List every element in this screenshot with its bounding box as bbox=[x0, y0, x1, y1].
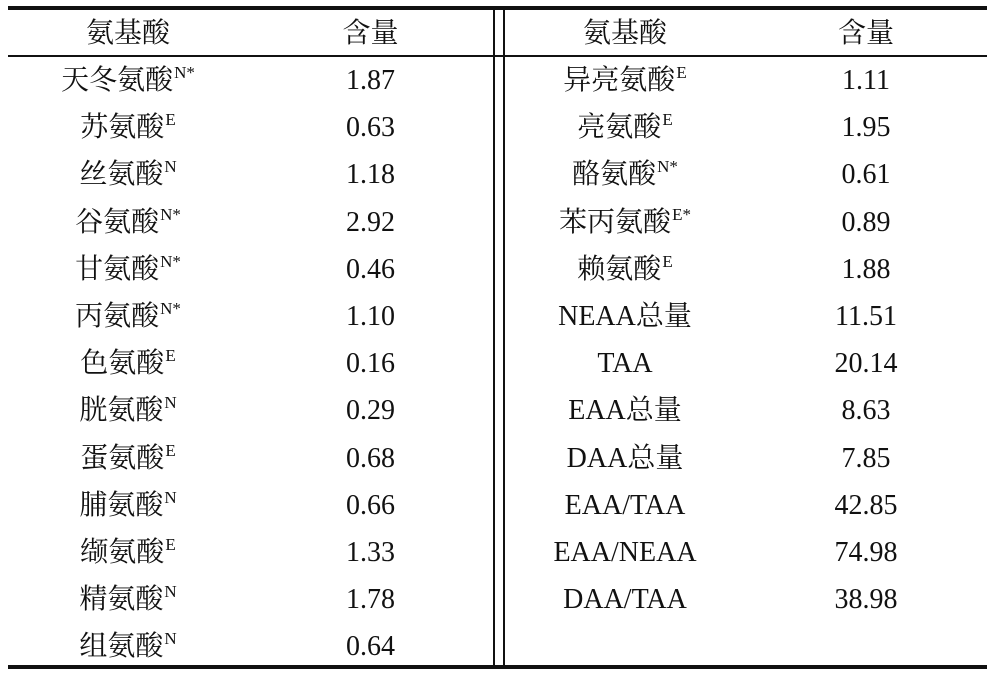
amino-acid-content-value: 0.64 bbox=[346, 631, 395, 663]
amino-acid-mark: N* bbox=[160, 204, 181, 224]
amino-acid-mark: E bbox=[165, 346, 176, 366]
amino-acid-content-value: 0.16 bbox=[346, 348, 395, 380]
amino-acid-content-value: 38.98 bbox=[834, 584, 898, 616]
amino-acid-name-text: NEAA总量 bbox=[558, 301, 692, 332]
amino-acid-mark: N* bbox=[174, 63, 195, 82]
amino-acid-name bbox=[505, 151, 745, 198]
amino-acid-name bbox=[8, 199, 248, 246]
amino-acid-name bbox=[505, 293, 745, 340]
amino-acid-name bbox=[505, 104, 745, 151]
amino-acid-content-value: 20.14 bbox=[834, 348, 898, 380]
amino-acid-content-value: 0.66 bbox=[346, 489, 395, 521]
amino-acid-name-text: 赖氨酸 bbox=[577, 253, 662, 285]
amino-acid-name-text: 组氨酸 bbox=[79, 631, 164, 663]
amino-acid-content-value: 1.33 bbox=[346, 537, 395, 568]
amino-acid-content-value: 1.78 bbox=[346, 584, 395, 616]
amino-acid-content-value: 74.98 bbox=[834, 537, 898, 568]
amino-acid-content-value: 1.87 bbox=[346, 65, 395, 96]
amino-acid-name-text: 亮氨酸 bbox=[577, 112, 662, 144]
amino-acid-name-text: 酪氨酸 bbox=[572, 159, 657, 191]
amino-acid-name bbox=[505, 387, 745, 434]
amino-acid-content-value: 8.63 bbox=[841, 395, 891, 427]
amino-acid-mark: N bbox=[164, 582, 177, 602]
amino-acid-content-value: 1.88 bbox=[841, 253, 891, 285]
amino-acid-name bbox=[8, 246, 248, 293]
header-amino-acid-right: 氨基酸 bbox=[582, 18, 667, 49]
amino-acid-content-value: 0.61 bbox=[841, 159, 891, 191]
amino-acid-name bbox=[505, 529, 745, 576]
amino-acid-name bbox=[505, 340, 745, 387]
amino-acid-name-text: 异亮氨酸 bbox=[563, 65, 676, 96]
amino-acid-name-text: 甘氨酸 bbox=[75, 253, 160, 285]
amino-acid-name-text: TAA bbox=[597, 348, 653, 380]
amino-acid-name bbox=[505, 435, 745, 482]
amino-acid-name-text: 蛋氨酸 bbox=[80, 442, 165, 474]
amino-acid-name-text: DAA总量 bbox=[566, 442, 684, 474]
amino-acid-mark: E* bbox=[672, 204, 691, 224]
amino-acid-mark: E bbox=[165, 110, 176, 130]
amino-acid-name bbox=[8, 435, 248, 482]
amino-acid-name-text: 苏氨酸 bbox=[80, 112, 165, 144]
amino-acid-name bbox=[8, 151, 248, 198]
amino-acid-name-text: 色氨酸 bbox=[80, 348, 165, 380]
amino-acid-name bbox=[8, 529, 248, 576]
amino-acid-name bbox=[505, 246, 745, 293]
amino-acid-name-text: 丝氨酸 bbox=[79, 159, 164, 191]
amino-acid-name-text: 脯氨酸 bbox=[79, 489, 164, 521]
amino-acid-content-value: 42.85 bbox=[834, 489, 898, 521]
amino-acid-mark: N* bbox=[657, 157, 678, 177]
amino-acid-name bbox=[8, 104, 248, 151]
amino-acid-name-text: EAA/NEAA bbox=[553, 537, 697, 568]
amino-acid-content-value: 1.10 bbox=[346, 301, 395, 332]
amino-acid-mark: E bbox=[165, 440, 176, 460]
amino-acid-name bbox=[8, 387, 248, 434]
amino-acid-name bbox=[8, 293, 248, 340]
amino-acid-name-text: 精氨酸 bbox=[79, 584, 164, 616]
amino-acid-mark: N bbox=[164, 393, 177, 413]
amino-acid-content-value: 7.85 bbox=[841, 442, 891, 474]
amino-acid-content-value: 0.89 bbox=[841, 206, 891, 238]
amino-acid-name bbox=[8, 482, 248, 529]
header-content-left: 含量 bbox=[342, 18, 399, 49]
amino-acid-name bbox=[8, 623, 248, 670]
amino-acid-mark: E bbox=[662, 110, 673, 130]
amino-acid-mark: E bbox=[165, 535, 176, 554]
amino-acid-name bbox=[505, 199, 745, 246]
amino-acid-name-text: EAA总量 bbox=[568, 395, 682, 427]
amino-acid-content-value: 2.92 bbox=[346, 206, 395, 238]
amino-acid-mark: N* bbox=[160, 299, 181, 318]
amino-acid-content-value: 11.51 bbox=[835, 301, 897, 332]
amino-acid-content-value: 1.95 bbox=[841, 112, 891, 144]
amino-acid-name bbox=[505, 482, 745, 529]
amino-acid-name-text: 缬氨酸 bbox=[80, 537, 165, 568]
amino-acid-name-text: 谷氨酸 bbox=[75, 206, 160, 238]
amino-acid-content-value: 0.29 bbox=[346, 395, 395, 427]
amino-acid-mark: N* bbox=[160, 251, 181, 271]
header-amino-acid-left: 氨基酸 bbox=[85, 18, 170, 49]
amino-acid-content-value: 0.68 bbox=[346, 442, 395, 474]
amino-acid-content-value: 0.46 bbox=[346, 253, 395, 285]
amino-acid-mark: N bbox=[164, 629, 177, 649]
amino-acid-name bbox=[505, 57, 745, 104]
amino-acid-name bbox=[505, 576, 745, 623]
amino-acid-mark: N bbox=[164, 157, 177, 177]
amino-acid-name-text: 天冬氨酸 bbox=[61, 65, 174, 96]
amino-acid-content-value: 1.11 bbox=[842, 65, 890, 96]
amino-acid-name-text: 丙氨酸 bbox=[75, 301, 160, 332]
amino-acid-name-text: 苯丙氨酸 bbox=[559, 206, 672, 238]
amino-acid-name bbox=[8, 340, 248, 387]
amino-acid-mark: E bbox=[676, 63, 687, 82]
amino-acid-name-text: DAA/TAA bbox=[563, 584, 687, 616]
amino-acid-name-text: EAA/TAA bbox=[564, 489, 686, 521]
amino-acid-content-value: 1.18 bbox=[346, 159, 395, 191]
header-content-right: 含量 bbox=[837, 18, 894, 49]
amino-acid-name bbox=[8, 57, 248, 104]
table-divider-left bbox=[493, 10, 495, 665]
amino-acid-name bbox=[8, 576, 248, 623]
amino-acid-mark: E bbox=[662, 251, 673, 271]
amino-acid-content-value: 0.63 bbox=[346, 112, 395, 144]
amino-acid-mark: N bbox=[164, 487, 177, 507]
amino-acid-name-text: 胱氨酸 bbox=[79, 395, 164, 427]
